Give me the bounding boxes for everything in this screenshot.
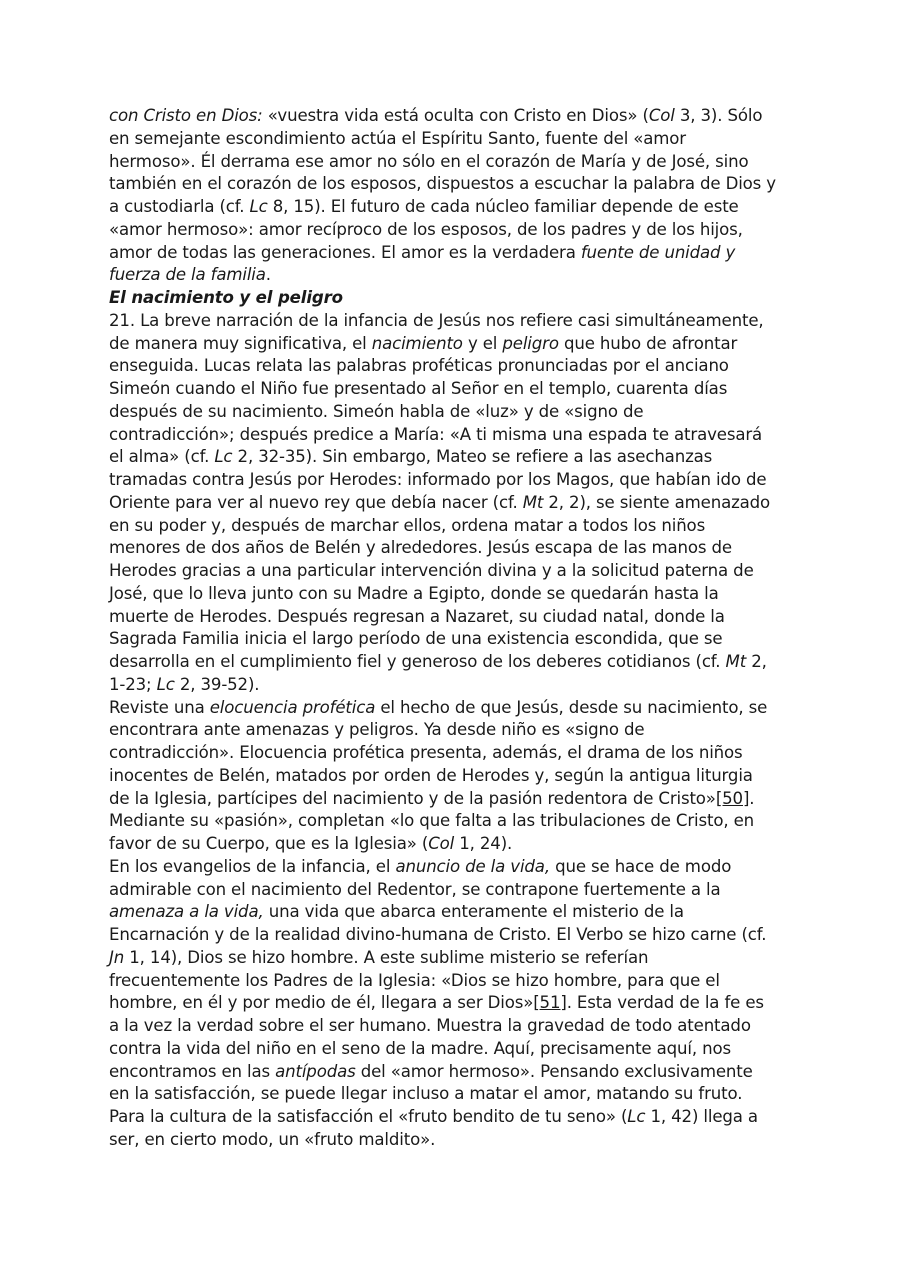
text-line: 21. La breve narración de la infancia de Jesús nos refiere casi simultáneamente, <box>109 310 764 330</box>
text-line: menores de dos años de Belén y alrededores. Jesús escapa de las manos de <box>109 538 732 558</box>
italic-text: con Cristo en Dios: <box>109 106 263 125</box>
text: Oriente para ver al nuevo rey que debía nacer (cf. <box>109 492 523 512</box>
text: hombre, en él y por medio de él, llegara a ser Dios» <box>109 993 534 1013</box>
text-line: Simeón cuando el Niño fue presentado al Señor en el templo, cuarenta días <box>109 379 728 398</box>
text: del «amor hermoso». Pensando exclusivamente <box>355 1061 753 1081</box>
paragraph-2 <box>109 310 829 697</box>
paragraph-3 <box>109 697 829 856</box>
citation-book: Jn <box>109 947 125 967</box>
text: amor de todas las generaciones. El amor es la verdadera <box>109 242 581 262</box>
text-line: ser, en cierto modo, un «fruto maldito». <box>109 1129 436 1149</box>
italic-text: amenaza a la vida, <box>109 902 264 922</box>
text-line <box>109 264 829 287</box>
text-line <box>109 105 829 128</box>
text-line: enseguida. Lucas relata las palabras proféticas pronunciadas por el anciano <box>109 356 729 376</box>
text-line: Encarnación y de la realidad divino-humana de Cristo. El Verbo se hizo carne (cf. <box>109 925 767 944</box>
text: encontramos en las <box>109 1061 276 1081</box>
text: favor de su Cuerpo, que es la Iglesia» ( <box>109 834 429 853</box>
text-line <box>109 674 829 697</box>
footnote-link-51[interactable]: [51] <box>533 993 567 1013</box>
text-line <box>109 196 829 219</box>
text-line <box>109 242 829 265</box>
text-line: en la satisfacción, se puede llegar incluso a matar el amor, matando su fruto. <box>109 1084 743 1104</box>
text: 1, 24). <box>454 834 513 853</box>
section-heading: El nacimiento y el peligro <box>109 288 343 307</box>
text-line: frecuentemente los Padres de la Iglesia: «Dios se hizo hombre, para que el <box>109 970 720 990</box>
text-line <box>109 651 829 674</box>
text-line <box>109 833 829 856</box>
text: 8, 15). El futuro de cada núcleo familiar depende de este <box>267 197 739 216</box>
text-line: encontrara ante amenazas y peligros. Ya desde niño es «signo de <box>109 720 645 740</box>
citation-book: Lc <box>156 674 175 694</box>
italic-text: antípodas <box>275 1061 356 1081</box>
text-line <box>109 1106 829 1129</box>
text: . Esta verdad de la fe es <box>566 993 764 1013</box>
text-line: en semejante escondimiento actúa el Espíritu Santo, fuente del «amor <box>109 128 686 148</box>
italic-text: fuente de unidad y <box>580 242 736 262</box>
text-line <box>109 333 829 356</box>
text: . <box>749 788 755 808</box>
footnote-link-50[interactable]: [50] <box>715 788 750 808</box>
paragraph-1 <box>109 105 829 287</box>
text: 1, 14), Dios se hizo hombre. A este sublime misterio se referían <box>124 947 649 967</box>
text: de manera muy significativa, el <box>109 333 372 353</box>
text: a custodiarla (cf. <box>109 197 250 216</box>
text: que se hace de modo <box>549 856 732 876</box>
text: que hubo de afrontar <box>558 333 738 353</box>
text: y el <box>462 333 503 353</box>
text: Reviste una <box>109 697 210 717</box>
citation-book: Col <box>428 834 455 853</box>
text: 2, 2), se siente amenazado <box>543 492 771 512</box>
text-line: también en el corazón de los esposos, dispuestos a escuchar la palabra de Dios y <box>109 174 776 194</box>
text-line: contra la vida del niño en el seno de la madre. Aquí, precisamente aquí, nos <box>109 1038 731 1058</box>
document-page <box>109 105 829 1152</box>
text-line: a la vez la verdad sobre el ser humano. Muestra la gravedad de todo atentado <box>109 1016 751 1035</box>
citation-book: Lc <box>249 197 268 216</box>
text-line <box>109 697 829 720</box>
text: 2, 32-35). Sin embargo, Mateo se refiere a las asechanzas <box>232 447 713 467</box>
text-line: tramadas contra Jesús por Herodes: informado por los Magos, que habían ido de <box>109 470 767 489</box>
text-line: contradicción». Elocuencia profética presenta, además, el drama de los niños <box>109 743 743 762</box>
text-line: admirable con el nacimiento del Redentor, se contrapone fuertemente a la <box>109 879 721 899</box>
text-line <box>109 446 829 469</box>
text: «vuestra vida está oculta con Cristo en Dios» ( <box>262 106 649 125</box>
text: de la Iglesia, partícipes del nacimiento y de la pasión redentora de Cristo» <box>109 788 716 808</box>
text: 1, 42) llega a <box>645 1107 758 1126</box>
text-line: inocentes de Belén, matados por orden de Herodes y, según la antigua liturgia <box>109 765 753 785</box>
citation-book: Lc <box>214 447 233 467</box>
text-line: hermoso». Él derrama ese amor no sólo en el corazón de María y de José, sino <box>109 151 749 171</box>
text-line <box>109 992 829 1015</box>
citation-book: Lc <box>627 1107 646 1126</box>
text-line <box>109 856 829 879</box>
text-line: en su poder y, después de marchar ellos, ordena matar a todos los niños <box>109 515 706 535</box>
citation-book: Mt <box>725 652 747 671</box>
citation-book: Col <box>648 106 675 125</box>
text: desarrolla en el cumplimiento fiel y generoso de los deberes cotidianos (cf. <box>109 652 726 671</box>
text: 3, 3). Sólo <box>674 106 763 125</box>
text-line: después de su nacimiento. Simeón habla de «luz» y de «signo de <box>109 401 644 421</box>
italic-text: nacimiento <box>371 333 463 353</box>
text-line <box>109 947 829 970</box>
text-line: Sagrada Familia inicia el largo período de una existencia escondida, que se <box>109 629 723 649</box>
italic-text: peligro <box>502 333 559 353</box>
text: 1-23; <box>109 674 157 694</box>
text-line: muerte de Herodes. Después regresan a Nazaret, su ciudad natal, donde la <box>109 606 725 626</box>
text-line: «amor hermoso»: amor recíproco de los esposos, de los padres y de los hijos, <box>109 219 743 239</box>
citation-book: Mt <box>522 492 544 512</box>
text: 2, <box>746 652 767 671</box>
text-line: José, que lo lleva junto con su Madre a Egipto, donde se quedarán hasta la <box>109 583 719 603</box>
text: Para la cultura de la satisfacción el «fruto bendito de tu seno» ( <box>109 1107 628 1126</box>
text-line <box>109 901 829 924</box>
text: el hecho de que Jesús, desde su nacimiento, se <box>375 697 768 717</box>
text-line: Mediante su «pasión», completan «lo que falta a las tribulaciones de Cristo, en <box>109 811 755 831</box>
text-line: Herodes gracias a una particular intervención divina y a la solicitud paterna de <box>109 561 754 580</box>
italic-text: anuncio de la vida, <box>395 856 550 876</box>
italic-text: fuerza de la familia <box>109 265 266 285</box>
paragraph-4 <box>109 856 829 1152</box>
text-line <box>109 492 829 515</box>
italic-text: elocuencia profética <box>209 697 376 717</box>
text-line <box>109 788 829 811</box>
text: 2, 39-52). <box>174 674 260 694</box>
text-line: contradicción»; después predice a María: «A ti misma una espada te atravesará <box>109 424 763 444</box>
text: el alma» (cf. <box>109 447 215 467</box>
text: una vida que abarca enteramente el misterio de la <box>263 902 684 922</box>
text-line <box>109 1061 829 1084</box>
text: . <box>265 265 271 285</box>
text: En los evangelios de la infancia, el <box>109 856 396 876</box>
